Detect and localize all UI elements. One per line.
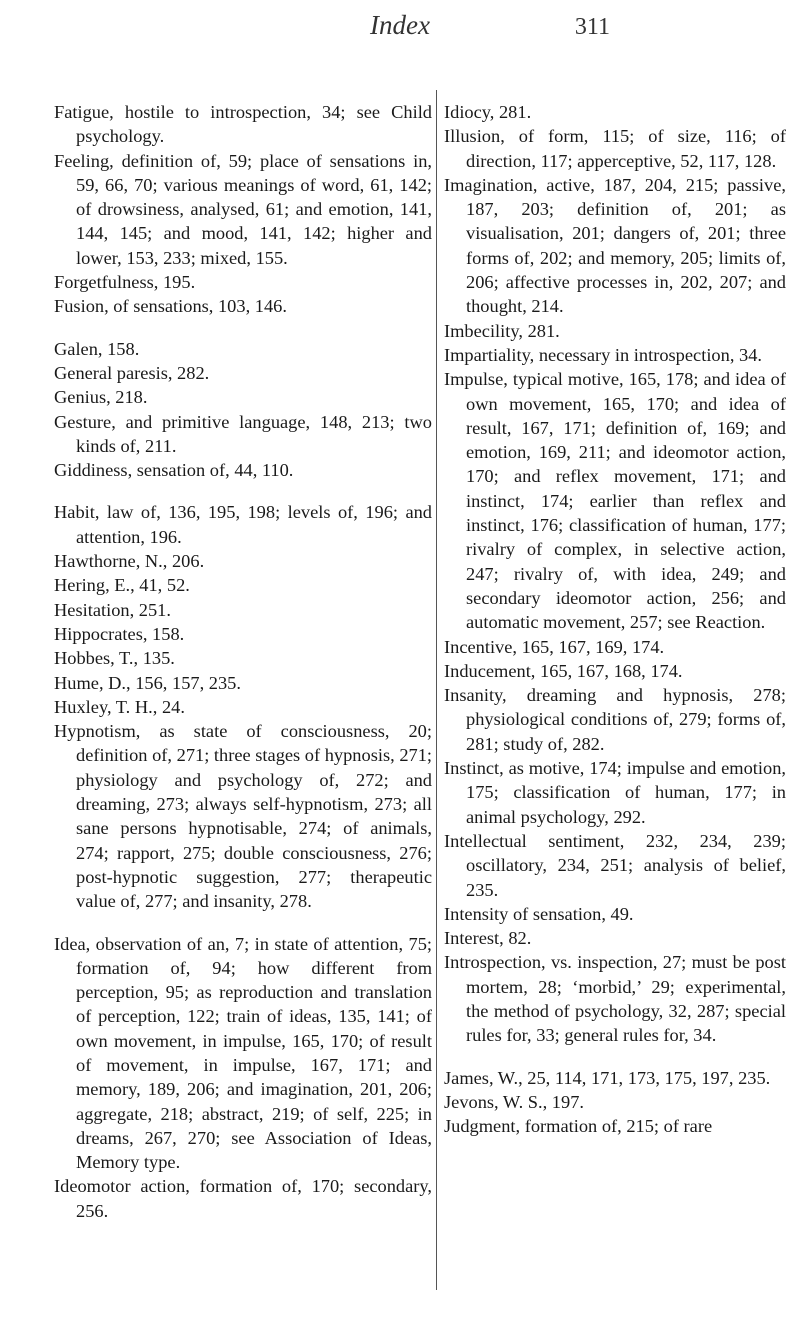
right-column [444, 100, 786, 1138]
index-entry: Hering, E., 41, 52. [54, 575, 190, 596]
index-entry: Habit, law of, 136, 195, 198; levels of, 196; and attention, 196. [54, 502, 432, 547]
index-entry: James, W., 25, 114, 171, 173, 175, 197, 235. [444, 1067, 771, 1088]
index-entry: Impartiality, necessary in introspection, 34. [444, 344, 763, 365]
running-head: Index [370, 10, 430, 40]
index-entry: Gesture, and primitive language, 148, 213; two kinds of, 211. [54, 411, 432, 456]
index-entry: Hippocrates, 158. [54, 623, 185, 644]
column-divider [436, 90, 437, 1290]
index-entry: Hobbes, T., 135. [54, 648, 175, 669]
index-entry: Illusion, of form, 115; of size, 116; of direction, 117; apperceptive, 52, 117, 128. [444, 126, 786, 171]
index-entry: Intensity of sensation, 49. [444, 903, 634, 924]
index-entry: Huxley, T. H., 24. [54, 696, 185, 717]
index-entry: Ideomotor action, formation of, 170; secondary, 256. [54, 1176, 432, 1221]
index-entry: Instinct, as motive, 174; impulse and emotion, 175; classification of human, 177; in animal psychology, 292. [444, 758, 786, 827]
index-entry: Idiocy, 281. [444, 102, 532, 122]
index-entry: Fatigue, hostile to introspection, 34; see Child psychology. [54, 102, 432, 147]
left-column [54, 100, 432, 1223]
index-entry: Introspection, vs. inspection, 27; must be post mortem, 28; ‘morbid,’ 29; experimental, the method of psychology, 32, 287; special rules for, 33; general rules for, 34. [444, 952, 786, 1046]
index-entry: Hesitation, 251. [54, 599, 171, 620]
index-entry: Incentive, 165, 167, 169, 174. [444, 636, 665, 657]
index-entry: Giddiness, sensation of, 44, 110. [54, 460, 294, 481]
index-entry: Hume, D., 156, 157, 235. [54, 672, 241, 693]
index-entry: Interest, 82. [444, 928, 532, 949]
index-entry: Feeling, definition of, 59; place of sensations in, 59, 66, 70; various meanings of word, 61, 142; of drowsiness, analysed, 61; and emotion, 141, 144, 145; and mood, 141, 142; higher and lower, 153, 233; mixed, 155. [54, 150, 432, 268]
index-entry: Hypnotism, as state of consciousness, 20; definition of, 271; three stages of hypnosis, 271; physiology and psychology of, 272; and dreaming, 273; always self-hypnotism, 273; all sane persons hypnotisable, 274; of animals, 274; rapport, 275; double consciousness, 276; post-hypnotic suggestion, 277; therapeutic value of, 277; and insanity, 278. [54, 721, 433, 912]
index-entry: General paresis, 282. [54, 362, 210, 383]
index-entry: Imagination, active, 187, 204, 215; passive, 187, 203; definition of, 201; as visualisation, 201; dangers of, 201; three forms of, 202; and memory, 205; limits of, 206; affective processes in, 202, 207; and thought, 214. [444, 174, 786, 317]
index-entry: Idea, observation of an, 7; in state of attention, 75; formation of, 94; how different from perception, 95; as reproduction and translation of perception, 122; train of ideas, 135, 141; of own movement, in impulse, 165, 170; of result of movement, in impulse, 167, 171; and memory, 189, 206; and imagination, 201, 206; aggregate, 218; abstract, 219; of self, 225; in dreams, 267, 270; see Association of Ideas, Memory type. [54, 933, 432, 1173]
index-entry: Inducement, 165, 167, 168, 174. [444, 660, 683, 681]
index-entry: Forgetfulness, 195. [54, 272, 196, 293]
index-entry: Impulse, typical motive, 165, 178; and idea of own movement, 165, 170; and idea of result, 167, 171; definition of, 169; and emotion, 169, 211; and ideomotor action, 170; and reflex movement, 171; and instinct, 174; earlier than reflex and instinct, 176; classification of human, 177; rivalry of complex, in selective action, 247; rivalry of, with idea, 249; and secondary ideomotor action, 256; and automatic movement, 257; see Reaction. [444, 369, 786, 633]
index-entry: Hawthorne, N., 206. [54, 551, 205, 572]
index-entry: Galen, 158. [54, 338, 140, 359]
index-entry: Intellectual sentiment, 232, 234, 239; oscillatory, 234, 251; analysis of belief, 235. [444, 830, 786, 900]
page-number: 311 [574, 14, 610, 40]
index-entry: Imbecility, 281. [444, 320, 560, 341]
index-entry: Genius, 218. [54, 387, 148, 408]
index-entry: Insanity, dreaming and hypnosis, 278; physiological conditions of, 279; forms of, 281; study of, 282. [444, 685, 786, 754]
index-entry: Judgment, formation of, 215; of rare [444, 1116, 713, 1137]
index-entry: Fusion, of sensations, 103, 146. [54, 296, 287, 317]
index-entry: Jevons, W. S., 197. [444, 1091, 584, 1112]
page-header [0, 0, 800, 70]
